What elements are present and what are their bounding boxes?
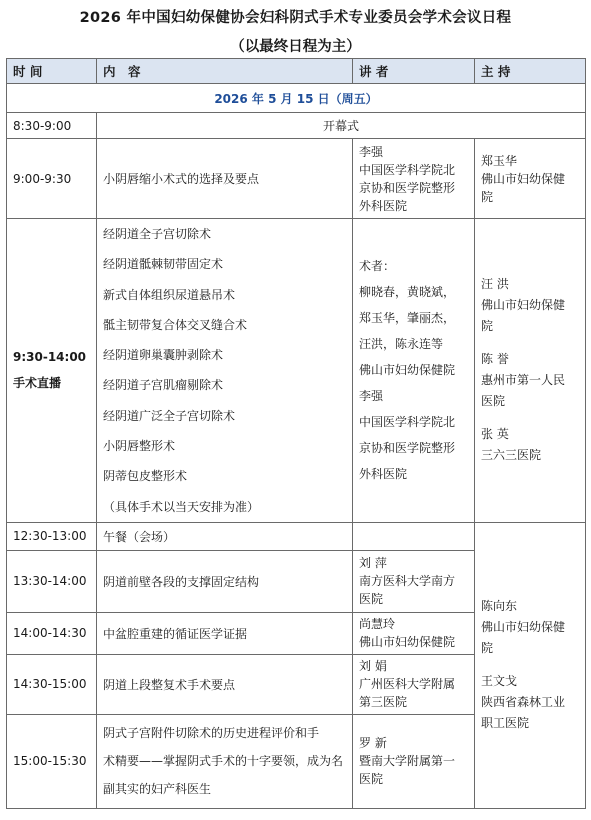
surgery-time: 9:30-14:00 bbox=[13, 350, 87, 365]
host-line: 王文戈 bbox=[481, 674, 518, 689]
time-cell: 8:30-9:00 bbox=[7, 113, 97, 139]
page-title: 2026 年中国妇幼保健协会妇科阴式手术专业委员会学术会议日程 bbox=[79, 10, 512, 26]
content-cell: 阴道前壁各段的支撑固定结构 bbox=[97, 550, 353, 612]
table-row bbox=[7, 522, 586, 550]
surgery-item: 经阴道广泛全子宫切除术 bbox=[103, 408, 236, 423]
speaker-line: 第三医院 bbox=[359, 695, 408, 710]
header-speaker: 讲 者 bbox=[353, 59, 475, 84]
surgery-item: 经阴道卵巢囊肿剥除术 bbox=[103, 348, 224, 363]
host-spacer bbox=[481, 412, 579, 424]
speaker-cell bbox=[353, 219, 475, 523]
header-time: 时 间 bbox=[7, 59, 97, 84]
host-line: 院 bbox=[481, 641, 494, 656]
date-label: 2026 年 5 月 15 日（周五） bbox=[7, 84, 586, 113]
speaker-line: 尚慧玲 bbox=[359, 617, 396, 632]
speaker-line: 外科医院 bbox=[359, 198, 408, 213]
table-row bbox=[7, 219, 586, 523]
time-cell: 13:30-14:00 bbox=[7, 550, 97, 612]
speaker-line: 广州医科大学附属 bbox=[359, 677, 456, 692]
speaker-cell bbox=[353, 550, 475, 612]
speaker-line: 佛山市妇幼保健院 bbox=[359, 363, 456, 378]
content-cell: 开幕式 bbox=[97, 113, 586, 139]
speaker-line: 暨南大学附属第一 bbox=[359, 754, 456, 769]
speaker-line: 汪洪，陈永连等 bbox=[359, 337, 444, 352]
table-row bbox=[7, 113, 586, 139]
speaker-line: 刘 娟 bbox=[359, 659, 387, 674]
speaker-line: 外科医院 bbox=[359, 467, 408, 482]
host-line: 职工医院 bbox=[481, 716, 530, 731]
host-cell bbox=[475, 139, 586, 219]
time-cell: 12:30-13:00 bbox=[7, 522, 97, 550]
speaker-cell bbox=[353, 612, 475, 654]
header-content: 内 容 bbox=[97, 59, 353, 84]
schedule-table bbox=[6, 58, 586, 809]
surgery-item: 经阴道骶棘韧带固定术 bbox=[103, 257, 224, 272]
host-line: 佛山市妇幼保健 bbox=[481, 620, 566, 635]
surgery-label: 手术直播 bbox=[13, 376, 62, 391]
time-cell: 14:30-15:00 bbox=[7, 654, 97, 714]
table-row bbox=[7, 139, 586, 219]
speaker-line: 京协和医学院整形 bbox=[359, 441, 456, 456]
content-cell bbox=[97, 219, 353, 523]
content-cell: 小阴唇缩小术式的选择及要点 bbox=[97, 139, 353, 219]
content-cell bbox=[97, 714, 353, 808]
host-line: 陈向东 bbox=[481, 599, 518, 614]
host-line: 三六三医院 bbox=[481, 448, 542, 463]
header-host: 主 持 bbox=[475, 59, 586, 84]
surgery-item: 经阴道子宫肌瘤剔除术 bbox=[103, 378, 224, 393]
speaker-cell bbox=[353, 139, 475, 219]
speaker-line: 郑玉华，肇丽杰， bbox=[359, 311, 456, 326]
speaker-line: 南方医科大学南方 bbox=[359, 574, 456, 589]
host-line: 汪 洪 bbox=[481, 277, 509, 292]
surgery-item: 阴蒂包皮整形术 bbox=[103, 469, 188, 484]
host-cell bbox=[475, 522, 586, 808]
speaker-cell bbox=[353, 654, 475, 714]
host-line: 惠州市第一人民 bbox=[481, 373, 566, 388]
content-cell: 午餐（会场） bbox=[97, 522, 353, 550]
surgery-item: 小阴唇整形术 bbox=[103, 439, 176, 454]
content-line: 术精要——掌握阴式手术的十字要领，成为名 bbox=[103, 754, 344, 769]
speaker-line: 柳晓春，黄晓斌， bbox=[359, 285, 456, 300]
host-line: 郑玉华 bbox=[481, 153, 518, 168]
host-spacer bbox=[481, 659, 579, 671]
host-line: 医院 bbox=[481, 394, 506, 409]
content-cell: 中盆腔重建的循证医学证据 bbox=[97, 612, 353, 654]
host-line: 陕西省森林工业 bbox=[481, 695, 566, 710]
content-line: 阴式子宫附件切除术的历史进程评价和手 bbox=[103, 726, 320, 741]
host-spacer bbox=[481, 337, 579, 349]
date-row bbox=[7, 84, 586, 113]
page-subtitle: （以最终日程为主） bbox=[230, 39, 361, 55]
host-line: 院 bbox=[481, 319, 494, 334]
speaker-line: 中国医学科学院北 bbox=[359, 162, 456, 177]
table-header-row bbox=[7, 59, 586, 84]
host-line: 佛山市妇幼保健 bbox=[481, 298, 566, 313]
time-cell: 15:00-15:30 bbox=[7, 714, 97, 808]
speaker-line: 刘 萍 bbox=[359, 556, 387, 571]
host-line: 佛山市妇幼保健 bbox=[481, 171, 566, 186]
host-line: 张 英 bbox=[481, 427, 509, 442]
speaker-line: 李强 bbox=[359, 144, 384, 159]
speaker-line: 医院 bbox=[359, 592, 384, 607]
content-line: 副其实的妇产科医生 bbox=[103, 782, 212, 797]
surgery-note: （具体手术以当天安排为准） bbox=[103, 499, 260, 514]
time-cell: 9:00-9:30 bbox=[7, 139, 97, 219]
content-cell: 阴道上段整复术手术要点 bbox=[97, 654, 353, 714]
speaker-line: 李强 bbox=[359, 389, 384, 404]
speaker-cell bbox=[353, 714, 475, 808]
speaker-line: 京协和医学院整形 bbox=[359, 180, 456, 195]
host-line: 院 bbox=[481, 189, 494, 204]
surgery-item: 新式自体组织尿道悬吊术 bbox=[103, 287, 236, 302]
speaker-line: 罗 新 bbox=[359, 736, 387, 751]
time-cell: 14:00-14:30 bbox=[7, 612, 97, 654]
speaker-line: 医院 bbox=[359, 772, 384, 787]
speaker-line: 佛山市妇幼保健院 bbox=[359, 635, 456, 650]
surgery-item: 骶主韧带复合体交叉缝合术 bbox=[103, 317, 248, 332]
speaker-line: 术者： bbox=[359, 259, 396, 274]
host-line: 陈 誉 bbox=[481, 352, 509, 367]
surgery-item: 经阴道全子宫切除术 bbox=[103, 227, 212, 241]
speaker-cell bbox=[353, 522, 475, 550]
speaker-line: 中国医学科学院北 bbox=[359, 415, 456, 430]
time-cell bbox=[7, 219, 97, 523]
host-cell bbox=[475, 219, 586, 523]
